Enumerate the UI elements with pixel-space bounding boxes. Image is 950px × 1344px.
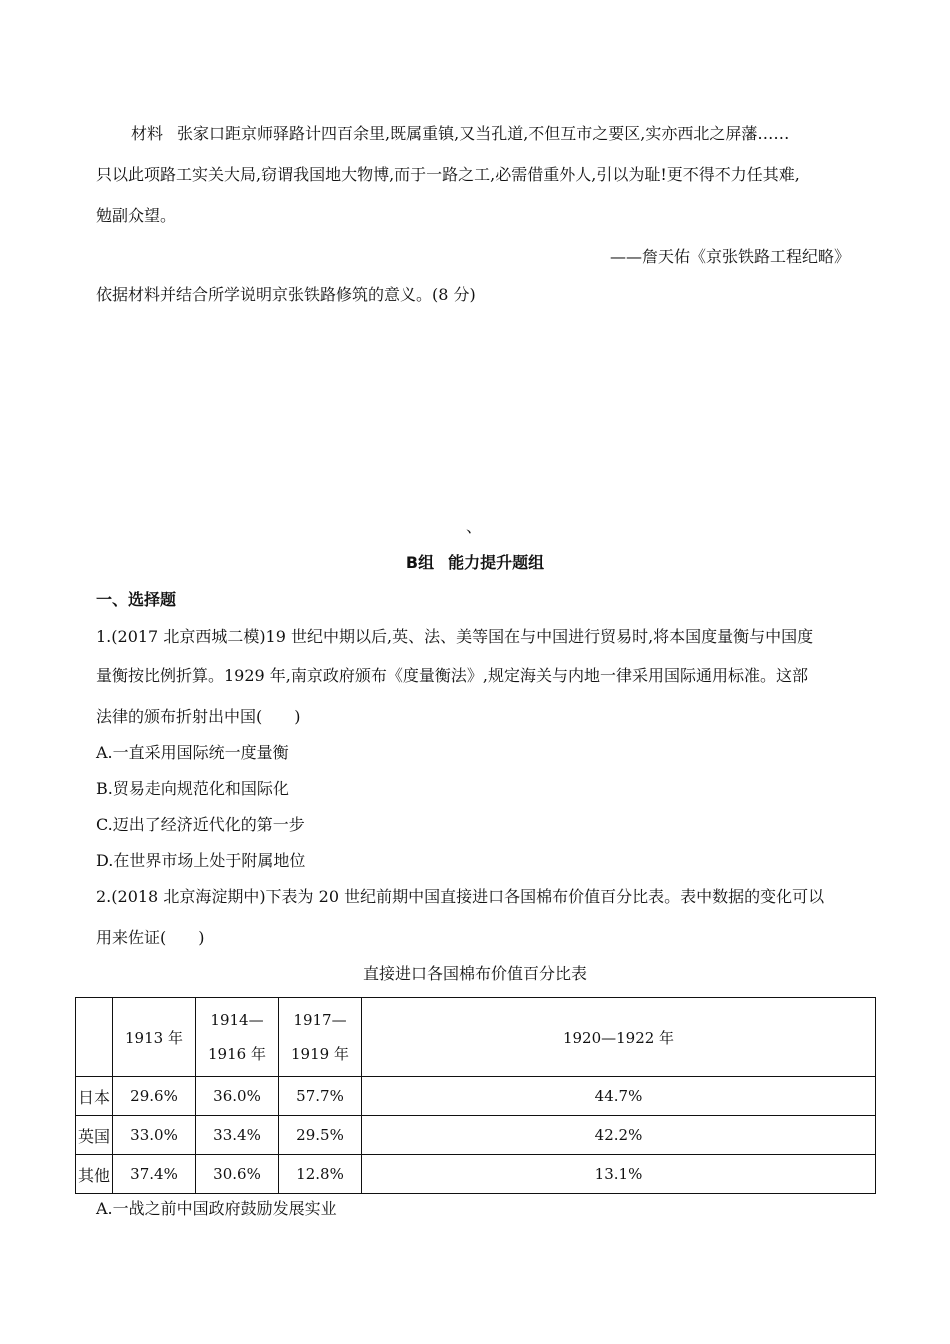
header-1920-1922: 1920—1922 年 — [362, 998, 876, 1077]
table-cell: 13.1% — [362, 1155, 876, 1194]
stray-mark: 、 — [466, 517, 483, 536]
table-cell: 37.4% — [113, 1155, 196, 1194]
material-line-1 — [131, 124, 789, 144]
import-table — [75, 997, 876, 1194]
header-1913: 1913 年 — [113, 998, 196, 1077]
table-cell: 12.8% — [279, 1155, 362, 1194]
header-1917-1919 — [279, 998, 362, 1077]
table-cell: 36.0% — [196, 1077, 279, 1116]
material-line-3: 勉副众望。 — [96, 206, 177, 225]
material-text-1: 张家口距京师驿路计四百余里,既属重镇,又当孔道,不但互市之要区,实亦西北之屏藩…… — [177, 124, 790, 143]
row-label: 英国 — [76, 1116, 113, 1155]
q2-option-a: A.一战之前中国政府鼓励发展实业 — [96, 1199, 337, 1218]
header-1914-1916 — [196, 998, 279, 1077]
table-cell: 33.0% — [113, 1116, 196, 1155]
header-1917-1919-bottom: 1919 年 — [291, 1045, 349, 1063]
table-cell: 29.5% — [279, 1116, 362, 1155]
material-question: 依据材料并结合所学说明京张铁路修筑的意义。(8 分) — [96, 285, 476, 304]
table-row — [76, 1116, 876, 1155]
header-1914-1916-bottom: 1916 年 — [208, 1045, 266, 1063]
table-cell: 30.6% — [196, 1155, 279, 1194]
header-1914-1916-top: 1914— — [210, 1011, 264, 1029]
material-line-2: 只以此项路工实关大局,窃谓我国地大物博,而于一路之工,必需借重外人,引以为耻!更不得不力任其难, — [96, 165, 800, 184]
table-header-row — [76, 998, 876, 1077]
table-cell: 44.7% — [362, 1077, 876, 1116]
table-cell: 29.6% — [113, 1077, 196, 1116]
table-title: 直接进口各国棉布价值百分比表 — [362, 964, 587, 983]
q1-option-a: A.一直采用国际统一度量衡 — [96, 743, 289, 762]
q1-line-1: 1.(2017 北京西城二模)19 世纪中期以后,英、法、美等国在与中国进行贸易时,将本国度量衡与中国度 — [96, 627, 814, 646]
table-row — [76, 1077, 876, 1116]
part-heading: 一、选择题 — [96, 590, 177, 609]
table-row — [76, 1155, 876, 1194]
q1-option-d: D.在世界市场上处于附属地位 — [96, 851, 306, 870]
header-empty-cell — [76, 998, 113, 1077]
section-title-rest: 能力提升题组 — [448, 553, 545, 572]
section-title — [0, 553, 950, 573]
row-label: 日本 — [76, 1077, 113, 1116]
table-cell: 33.4% — [196, 1116, 279, 1155]
table-cell: 57.7% — [279, 1077, 362, 1116]
row-label: 其他 — [76, 1155, 113, 1194]
header-1917-1919-top: 1917— — [293, 1011, 347, 1029]
q1-line-2: 量衡按比例折算。1929 年,南京政府颁布《度量衡法》,规定海关与内地一律采用国际通用标准。这部 — [96, 666, 808, 685]
table-cell: 42.2% — [362, 1116, 876, 1155]
section-title-b: B组 — [405, 553, 435, 572]
q1-line-3: 法律的颁布折射出中国( ) — [96, 707, 301, 726]
material-source: ——詹天佑《京张铁路工程纪略》 — [609, 247, 850, 266]
q1-option-b: B.贸易走向规范化和国际化 — [96, 779, 289, 798]
q2-line-2: 用来佐证( ) — [96, 928, 205, 947]
q1-option-c: C.迈出了经济近代化的第一步 — [96, 815, 305, 834]
material-label: 材料 — [131, 124, 164, 143]
q2-line-1: 2.(2018 北京海淀期中)下表为 20 世纪前期中国直接进口各国棉布价值百分比表。表中数据的变化可以 — [96, 887, 825, 906]
